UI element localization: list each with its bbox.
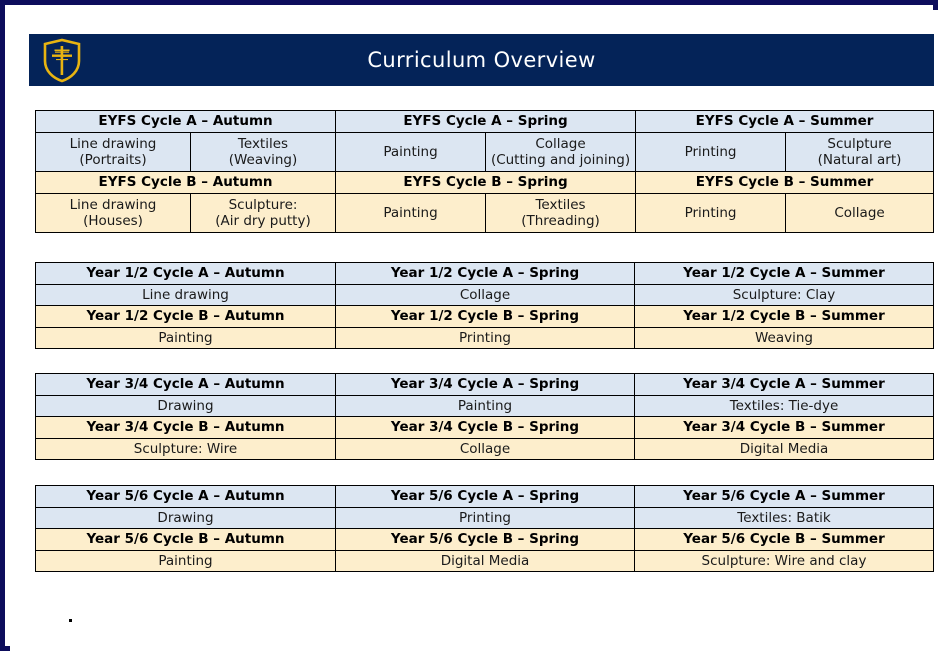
term-header: EYFS Cycle B – Summer — [636, 172, 934, 194]
table-row — [36, 374, 934, 396]
table-row — [36, 133, 934, 172]
table-row — [36, 172, 934, 194]
term-header: Year 5/6 Cycle A – Summer — [635, 486, 934, 508]
unit-title: Textiles — [535, 196, 586, 213]
table-row — [36, 328, 934, 349]
unit-cell: Collage — [336, 285, 635, 306]
term-header: EYFS Cycle A – Summer — [636, 111, 934, 133]
term-header: Year 5/6 Cycle B – Summer — [635, 529, 934, 551]
unit-detail: (Natural art) — [817, 152, 902, 168]
term-header: EYFS Cycle B – Autumn — [36, 172, 336, 194]
unit-cell — [486, 133, 636, 172]
unit-cell — [336, 133, 486, 172]
term-header: Year 5/6 Cycle B – Spring — [336, 529, 635, 551]
term-header: Year 3/4 Cycle B – Summer — [635, 417, 934, 439]
term-header: Year 1/2 Cycle A – Summer — [635, 263, 934, 285]
term-header: EYFS Cycle A – Autumn — [36, 111, 336, 133]
unit-title: Printing — [684, 143, 737, 160]
unit-cell — [36, 194, 191, 233]
unit-cell: Painting — [36, 328, 336, 349]
term-header: Year 1/2 Cycle A – Spring — [336, 263, 635, 285]
unit-title: Printing — [684, 204, 737, 221]
term-header: EYFS Cycle A – Spring — [336, 111, 636, 133]
unit-title: Collage — [834, 204, 885, 221]
unit-cell: Printing — [336, 328, 635, 349]
table-row — [36, 439, 934, 460]
unit-cell: Sculpture: Wire and clay — [635, 551, 934, 572]
unit-detail: (Cutting and joining) — [490, 152, 631, 168]
unit-title: Sculpture — [827, 135, 892, 152]
term-header: Year 3/4 Cycle B – Spring — [336, 417, 635, 439]
unit-cell: Collage — [336, 439, 635, 460]
term-header: Year 5/6 Cycle A – Autumn — [36, 486, 336, 508]
year-1-2-curriculum-table — [35, 262, 934, 349]
term-header: Year 3/4 Cycle A – Spring — [336, 374, 635, 396]
term-header: Year 3/4 Cycle B – Autumn — [36, 417, 336, 439]
unit-title: Line drawing — [69, 196, 157, 213]
unit-cell: Textiles: Tie-dye — [635, 396, 934, 417]
term-header: Year 1/2 Cycle B – Summer — [635, 306, 934, 328]
unit-detail: (Portraits) — [79, 152, 147, 168]
unit-cell — [191, 194, 336, 233]
unit-cell: Sculpture: Clay — [635, 285, 934, 306]
table-row — [36, 194, 934, 233]
unit-cell — [786, 133, 934, 172]
school-crest-shield-icon — [39, 37, 85, 83]
unit-cell — [36, 133, 191, 172]
term-header: EYFS Cycle B – Spring — [336, 172, 636, 194]
table-row — [36, 111, 934, 133]
table-row — [36, 529, 934, 551]
stray-period-mark — [69, 619, 72, 622]
term-header: Year 5/6 Cycle A – Spring — [336, 486, 635, 508]
unit-title: Line drawing — [69, 135, 157, 152]
unit-cell: Sculpture: Wire — [36, 439, 336, 460]
unit-cell: Printing — [336, 508, 635, 529]
page-title: Curriculum Overview — [367, 48, 596, 72]
year-3-4-curriculum-table — [35, 373, 934, 460]
unit-detail: (Weaving) — [228, 152, 298, 168]
table-row — [36, 306, 934, 328]
unit-cell — [486, 194, 636, 233]
term-header: Year 3/4 Cycle A – Summer — [635, 374, 934, 396]
unit-cell — [336, 194, 486, 233]
unit-cell — [786, 194, 934, 233]
unit-title: Collage — [535, 135, 586, 152]
unit-title: Sculpture: — [228, 196, 298, 213]
term-header: Year 1/2 Cycle A – Autumn — [36, 263, 336, 285]
unit-cell — [636, 194, 786, 233]
unit-detail: (Air dry putty) — [215, 213, 311, 229]
table-row — [36, 486, 934, 508]
table-row — [36, 396, 934, 417]
page-inner-area — [10, 10, 938, 651]
table-row — [36, 285, 934, 306]
unit-title: Painting — [383, 143, 438, 160]
term-header: Year 1/2 Cycle B – Autumn — [36, 306, 336, 328]
unit-detail: (Threading) — [521, 213, 600, 229]
unit-cell: Painting — [336, 396, 635, 417]
unit-cell: Drawing — [36, 396, 336, 417]
unit-cell — [191, 133, 336, 172]
term-header: Year 1/2 Cycle B – Spring — [336, 306, 635, 328]
table-row — [36, 551, 934, 572]
term-header: Year 3/4 Cycle A – Autumn — [36, 374, 336, 396]
table-row — [36, 263, 934, 285]
unit-cell: Digital Media — [635, 439, 934, 460]
unit-cell: Drawing — [36, 508, 336, 529]
unit-title: Painting — [383, 204, 438, 221]
unit-cell: Painting — [36, 551, 336, 572]
table-row — [36, 417, 934, 439]
eyfs-curriculum-table — [35, 110, 934, 233]
unit-cell: Weaving — [635, 328, 934, 349]
term-header: Year 5/6 Cycle B – Autumn — [36, 529, 336, 551]
unit-cell: Digital Media — [336, 551, 635, 572]
unit-detail: (Houses) — [83, 213, 143, 229]
table-row — [36, 508, 934, 529]
unit-cell — [636, 133, 786, 172]
year-5-6-curriculum-table — [35, 485, 934, 572]
unit-cell: Line drawing — [36, 285, 336, 306]
unit-cell: Textiles: Batik — [635, 508, 934, 529]
title-bar — [29, 34, 934, 86]
unit-title: Textiles — [237, 135, 289, 152]
